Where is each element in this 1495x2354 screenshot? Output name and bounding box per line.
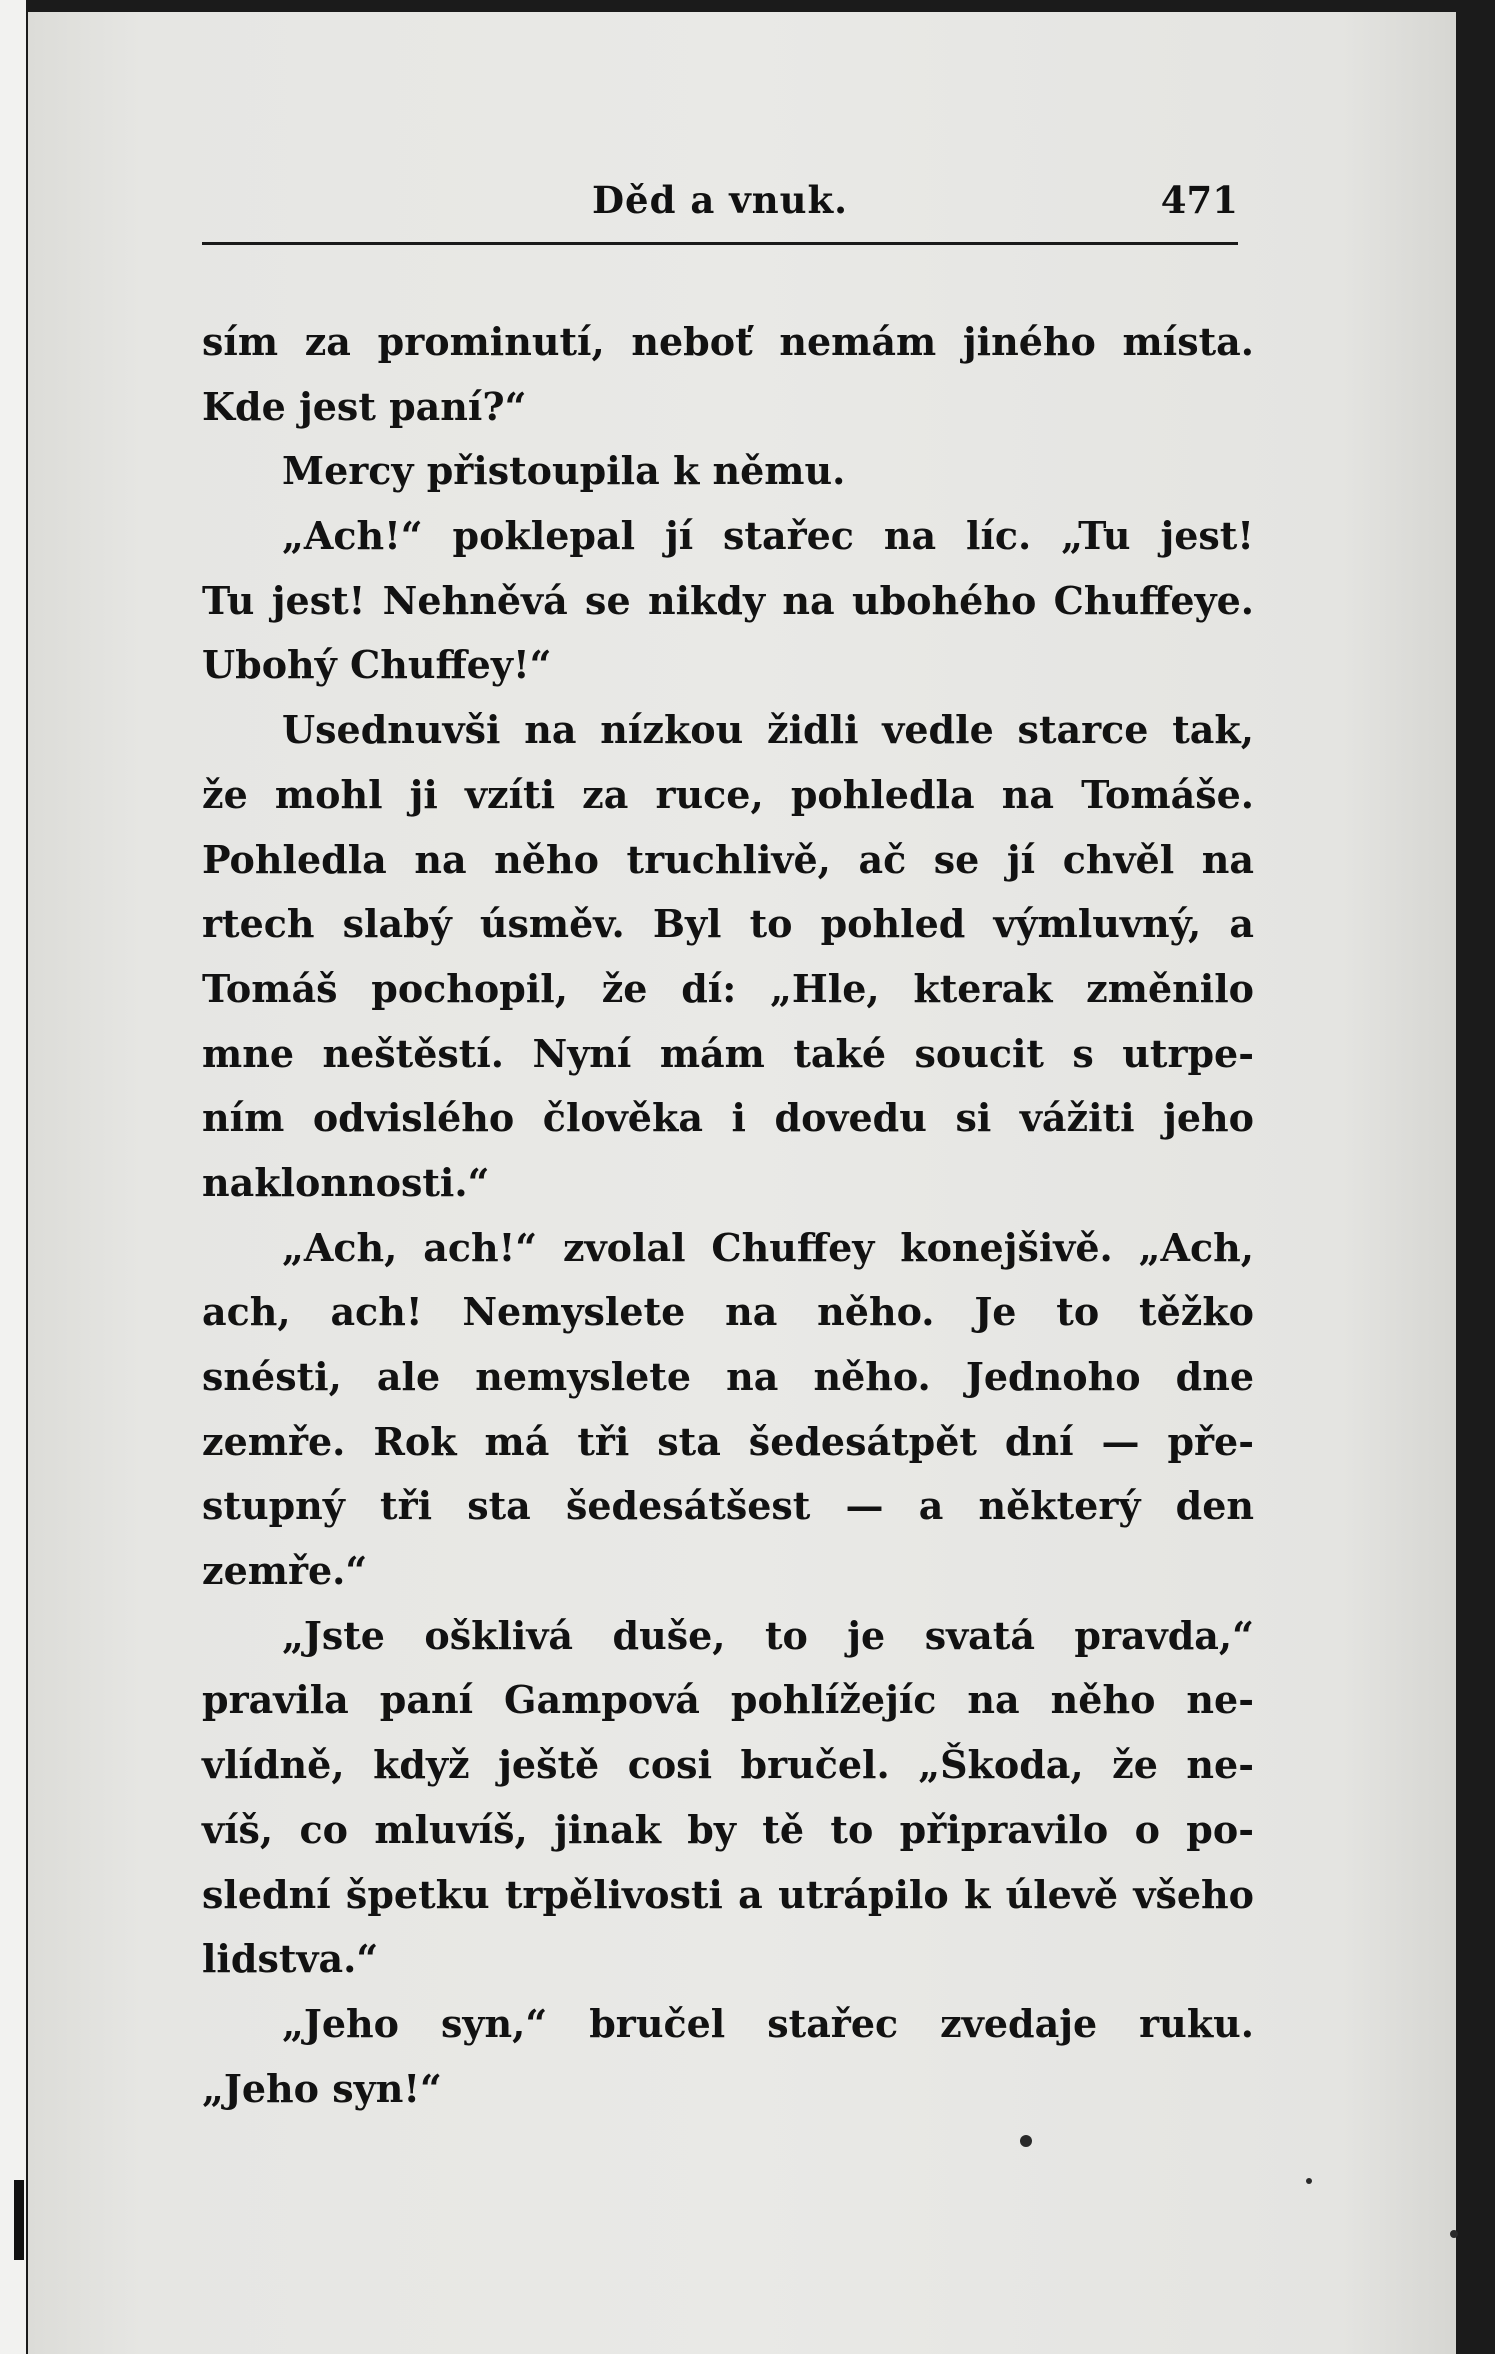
text-line: stupný tři sta šedesátšest — a některý den xyxy=(202,1483,1254,1529)
page-number: 471 xyxy=(1160,178,1238,222)
text-line: Usednuvši na nízkou židli vedle starce tak, xyxy=(282,707,1254,753)
text-line: Ubohý Chuffey!“ xyxy=(202,642,552,688)
running-header xyxy=(202,178,1238,240)
scan-edge-strip xyxy=(0,0,26,2354)
text-line: pravila paní Gampová pohlížejíc na něho ne- xyxy=(202,1677,1254,1723)
text-line: „Ach, ach!“ zvolal Chuffey konejšivě. „Ach, xyxy=(282,1224,1254,1270)
scan-edge-mark xyxy=(14,2180,24,2260)
text-line: „Jeho syn!“ xyxy=(202,2065,442,2111)
text-line: víš, co mluvíš, jinak by tě to připravilo o po- xyxy=(202,1806,1254,1852)
ink-speck xyxy=(1306,2178,1312,2184)
text-line: „Jste ošklivá duše, to je svatá pravda,“ xyxy=(282,1612,1254,1658)
text-line: Tu jest! Nehněvá se nikdy na ubohého Chuffeye. xyxy=(202,577,1254,623)
text-line: zemře.“ xyxy=(202,1548,368,1594)
text-line: mne neštěstí. Nyní mám také soucit s utrpe- xyxy=(202,1030,1254,1076)
header-rule xyxy=(202,242,1238,245)
body-text xyxy=(202,310,1254,2121)
text-line: naklonnosti.“ xyxy=(202,1159,490,1205)
text-line: ním odvislého člověka i dovedu si vážiti jeho xyxy=(202,1095,1254,1141)
ink-speck xyxy=(1020,2135,1032,2147)
text-line: Tomáš pochopil, že dí: „Hle, kterak změnilo xyxy=(202,965,1254,1011)
text-line: slední špetku trpělivosti a utrápilo k úlevě všeho xyxy=(202,1871,1254,1917)
text-line: Mercy přistoupila k němu. xyxy=(282,448,846,494)
text-line: sím za prominutí, neboť nemám jiného místa. xyxy=(202,319,1254,364)
text-line: snésti, ale nemyslete na něho. Jednoho dne xyxy=(202,1354,1254,1399)
running-title: Děd a vnuk. xyxy=(591,178,849,222)
text-line: Pohledla na něho truchlivě, ač se jí chvěl na xyxy=(202,836,1254,882)
text-line: ach, ach! Nemyslete na něho. Je to těžko xyxy=(202,1289,1254,1335)
text-line: vlídně, když ještě cosi bručel. „Škoda, že ne- xyxy=(202,1742,1254,1788)
text-line: zemře. Rok má tři sta šedesátpět dní — pře- xyxy=(202,1418,1254,1464)
text-line: „Ach!“ poklepal jí stařec na líc. „Tu jest! xyxy=(282,513,1254,559)
text-line: Kde jest paní?“ xyxy=(202,383,527,429)
ink-speck xyxy=(1450,2230,1458,2238)
text-line: lidstva.“ xyxy=(202,1936,379,1982)
text-line: že mohl ji vzíti za ruce, pohledla na Tomáše. xyxy=(202,771,1254,817)
text-line: rtech slabý úsměv. Byl to pohled výmluvný, a xyxy=(202,901,1254,947)
text-line: „Jeho syn,“ bručel stařec zvedaje ruku. xyxy=(282,2000,1254,2046)
